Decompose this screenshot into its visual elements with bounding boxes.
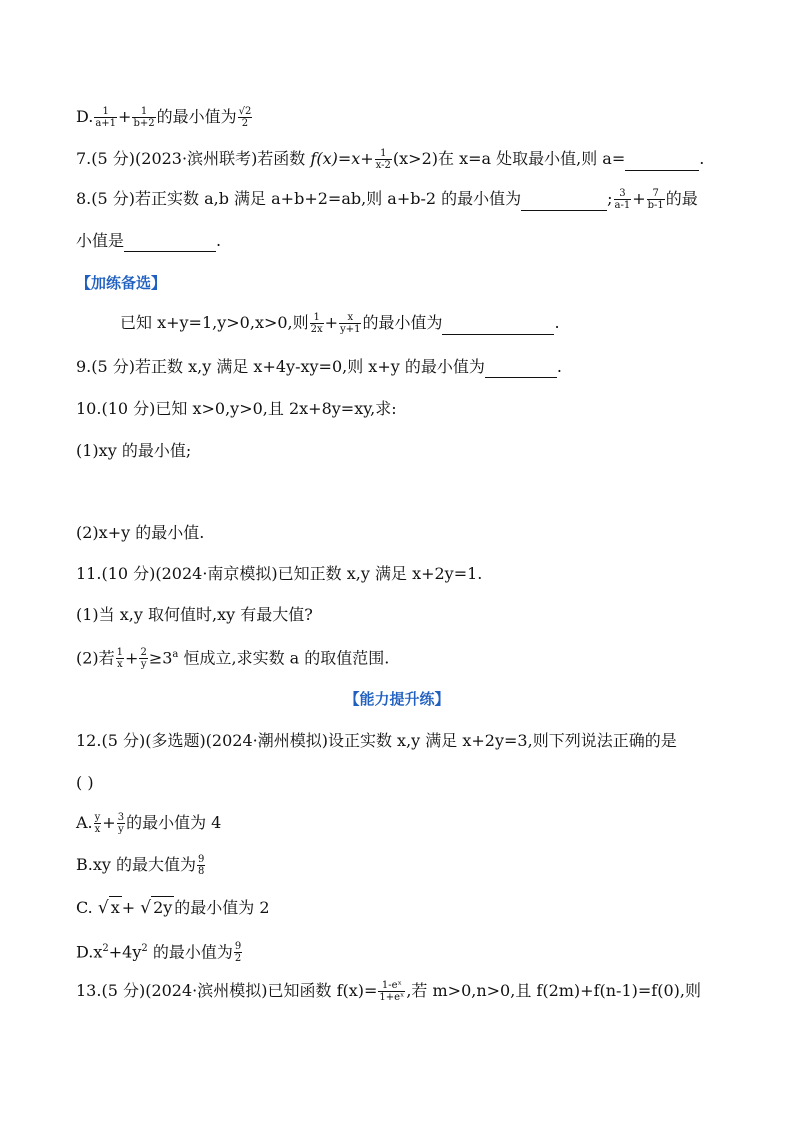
- question-text: 10.(10 分)已知 x>0,y>0,且 2x+8y=xy,求:: [76, 399, 397, 418]
- math-expr: ≥3: [148, 648, 173, 668]
- exponent: 2: [141, 943, 148, 954]
- question-8-cont: [76, 230, 734, 252]
- option-label: A.: [76, 813, 93, 832]
- frac-num: 1-eˣ: [378, 980, 405, 992]
- option-c: [76, 896, 734, 919]
- question-text: 9.(5 分)若正数 x,y 满足 x+4y-xy=0,则 x+y 的最小值为: [76, 357, 485, 376]
- fraction: [197, 854, 205, 877]
- math-expr: f(x)=x+: [310, 149, 374, 168]
- frac-num: 3: [614, 188, 632, 200]
- option-text: 的最小值为 2: [174, 898, 270, 917]
- frac-den: 2x: [310, 324, 323, 335]
- frac-den: 1+eˣ: [379, 992, 405, 1003]
- answer-bracket[interactable]: ( ): [76, 773, 94, 792]
- answer-blank[interactable]: [485, 361, 557, 378]
- frac-den: x-2: [375, 160, 391, 171]
- question-text: ,若 m>0,n>0,且 f(2m)+f(n-1)=f(0),则: [406, 981, 701, 1000]
- punct: .: [554, 313, 560, 332]
- question-11-part1: [76, 604, 734, 626]
- exponent: 2: [102, 943, 109, 954]
- question-text: 13.(5 分)(2024·滨州模拟)已知函数 f(x)=: [76, 981, 378, 1000]
- operator: +: [324, 313, 339, 332]
- operator: +: [121, 898, 141, 917]
- question-12: [76, 730, 734, 752]
- fraction: [94, 106, 117, 129]
- question-9: [76, 356, 734, 378]
- question-text: 11.(10 分)(2024·南京模拟)已知正数 x,y 满足 x+2y=1.: [76, 564, 483, 583]
- operator: +: [102, 813, 116, 832]
- fraction: [614, 188, 632, 211]
- fraction: [132, 106, 155, 129]
- option-b: [76, 854, 734, 877]
- math-expr: +4y: [108, 942, 142, 962]
- question-8: [76, 188, 734, 211]
- fraction: [234, 941, 242, 964]
- question-13: [76, 980, 734, 1003]
- sqrt-icon: √: [97, 898, 109, 918]
- option-a: [76, 812, 734, 835]
- fraction: [94, 812, 102, 835]
- frac-num: √2: [238, 106, 252, 117]
- fraction: [378, 980, 405, 1003]
- question-12-bracket: [76, 772, 734, 794]
- option-text: 的最小值为: [147, 942, 233, 962]
- question-text: 7.(5 分)(2023·滨州联考)若函数: [76, 149, 311, 168]
- punct: .: [699, 149, 705, 168]
- option-label: D.: [76, 107, 94, 126]
- question-10: [76, 398, 734, 420]
- frac-den: 8: [198, 866, 205, 877]
- exponent: a: [172, 649, 179, 660]
- frac-num: x: [339, 312, 361, 324]
- punct: .: [216, 231, 222, 250]
- operator: +: [125, 648, 139, 668]
- ability-section-heading: [0, 688, 794, 710]
- section-label: 【加练备选】: [76, 274, 167, 292]
- sqrt-icon: √: [140, 898, 152, 918]
- radicand: x: [110, 898, 120, 917]
- option-d: [76, 938, 734, 964]
- fraction: [339, 312, 361, 335]
- answer-blank[interactable]: [442, 318, 554, 335]
- question-text: 恒成立,求实数 a 的取值范围.: [178, 648, 390, 668]
- question-11-part2: [76, 644, 734, 670]
- extra-practice-question: [120, 312, 734, 335]
- option-text: B.xy 的最大值为: [76, 855, 196, 874]
- frac-num: 3: [117, 812, 125, 823]
- frac-den: y: [118, 824, 124, 835]
- extra-practice-heading: [76, 272, 734, 294]
- frac-den: y+1: [340, 324, 361, 335]
- frac-den: x: [94, 824, 101, 835]
- option-text: 的最小值为 4: [126, 813, 222, 832]
- question-text: 小值是: [76, 231, 125, 250]
- question-10-part2: [76, 522, 734, 544]
- punct: ;: [607, 189, 613, 208]
- operator: +: [632, 189, 646, 208]
- question-text: (2)若: [76, 648, 115, 668]
- frac-den: a-1: [614, 200, 631, 211]
- option-label: C.: [76, 898, 98, 917]
- answer-blank[interactable]: [124, 235, 216, 252]
- question-text: (x>2)在 x=a 处取最小值,则 a=: [392, 149, 626, 168]
- fraction: [238, 106, 253, 129]
- question-text: (2)x+y 的最小值.: [76, 523, 205, 542]
- question-text: (1)当 x,y 取何值时,xy 有最大值?: [76, 605, 313, 624]
- question-text: 8.(5 分)若正实数 a,b 满足 a+b+2=ab,则 a+b-2 的最小值为: [76, 189, 522, 208]
- fraction: [117, 812, 125, 835]
- frac-num: 7: [647, 188, 665, 200]
- frac-num: 1: [310, 312, 324, 324]
- fraction: [647, 188, 665, 211]
- option-text: D.x: [76, 942, 103, 962]
- frac-num: 1: [116, 647, 124, 659]
- question-11: [76, 563, 734, 585]
- section-label: 【能力提升练】: [344, 690, 450, 708]
- frac-num: 9: [234, 941, 242, 953]
- frac-den: 2: [241, 118, 249, 129]
- question-text: 12.(5 分)(多选题)(2024·潮州模拟)设正实数 x,y 满足 x+2y=3,则下列说法正确的是: [76, 731, 677, 750]
- frac-num: 1: [132, 106, 155, 118]
- frac-den: b+2: [133, 118, 155, 129]
- frac-num: 9: [198, 854, 205, 865]
- frac-num: 1: [375, 148, 392, 160]
- answer-blank[interactable]: [625, 154, 699, 171]
- fraction: [116, 647, 124, 670]
- question-text: 已知 x+y=1,y>0,x>0,则: [120, 313, 309, 332]
- punct: .: [556, 357, 562, 376]
- radicand: 2y: [153, 898, 173, 917]
- fraction: [139, 647, 147, 670]
- option-text: 的最小值为: [156, 107, 237, 126]
- frac-den: b-1: [647, 200, 664, 211]
- question-text: 的最小值为: [362, 313, 443, 332]
- frac-num: 2: [140, 647, 147, 659]
- question-10-part1: [76, 440, 734, 462]
- frac-num: y: [94, 812, 101, 823]
- answer-blank[interactable]: [521, 194, 607, 211]
- frac-num: 1: [94, 106, 117, 118]
- frac-den: 2: [234, 953, 242, 965]
- operator: +: [118, 107, 132, 126]
- question-7: [76, 148, 734, 171]
- frac-den: a+1: [95, 118, 117, 129]
- frac-den: x: [117, 659, 123, 671]
- question-text: 的最: [665, 189, 698, 208]
- frac-den: y: [140, 659, 147, 671]
- fraction: [310, 312, 324, 335]
- fraction: [375, 148, 392, 171]
- question-text: (1)xy 的最小值;: [76, 441, 192, 460]
- option-d-line: [76, 106, 734, 129]
